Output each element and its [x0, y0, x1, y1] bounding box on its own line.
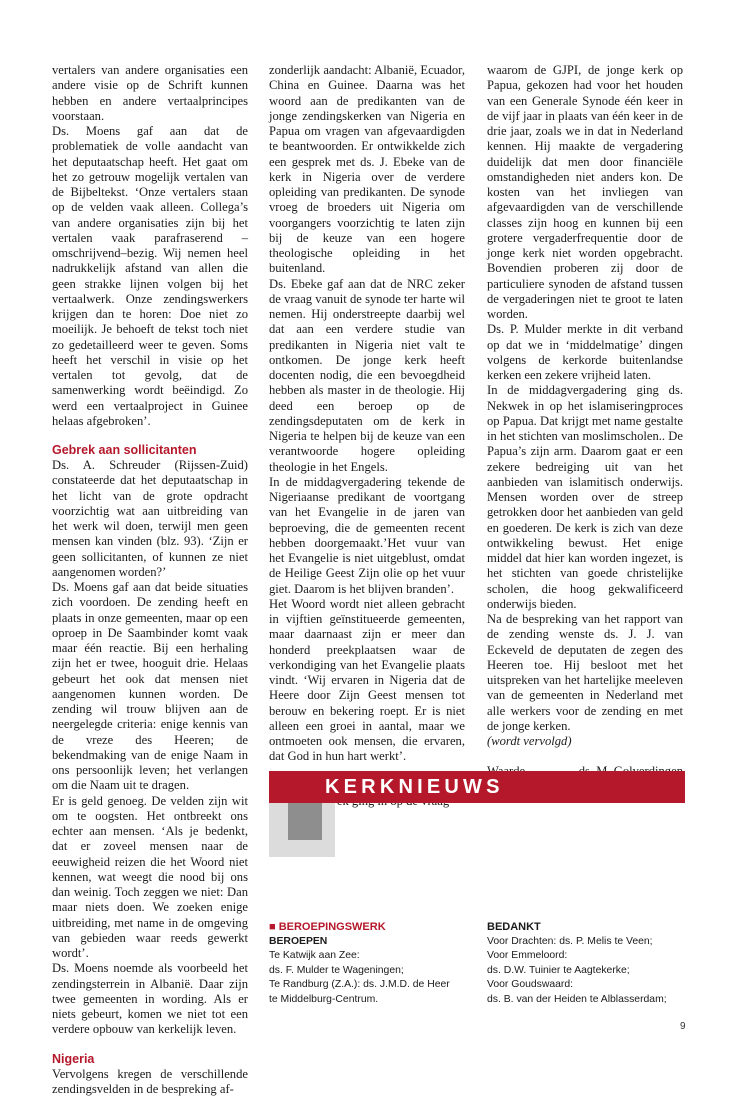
article-column-3: [487, 63, 683, 780]
page-number: 9: [680, 1021, 686, 1032]
beroepingswerk-heading: ■ BEROEPINGSWERK: [269, 920, 450, 935]
bedankt-block: [487, 920, 667, 1007]
paragraph: Ds. Moens noemde als voorbeeld het zendingsterrein in Albanië. Daar zijn twee gemeenten in wording. Als er niets gebeurt, komen we niet tot een verdere opbouw van kerkelijk leven.: [52, 961, 248, 1037]
bedankt-heading: BEDANKT: [487, 920, 667, 935]
news-line: ds. B. van der Heiden te Alblasserdam;: [487, 993, 667, 1008]
paragraph: In de middagvergadering tekende de Nigeriaanse predikant de voortgang van het Evangelie in de jaren van beproeving, die de gemeenten recent hebben doorgemaakt.’Het vuur van het Evangelie is niet uitgeblust, omdat de Heilige Geest Zijn olie op het vuur giet. Daarom is het blijven branden’.: [269, 475, 465, 597]
news-line: Te Randburg (Z.A.): ds. J.M.D. de Heer: [269, 978, 450, 993]
continuation-note: (wordt vervolgd): [487, 734, 683, 749]
section-heading-sollicitanten: Gebrek aan sollicitanten: [52, 443, 248, 458]
news-line: Te Katwijk aan Zee:: [269, 949, 450, 964]
paragraph: Ds. P. Mulder merkte in dit verband op dat we in ‘middelmatige’ dingen volgens de kerkorde buitenlandse kerken een zekere vrijheid laten.: [487, 322, 683, 383]
paragraph: Ds. Moens gaf aan dat de problematiek de volle aandacht van het deputaatschap heeft. Het gaat om het zo getrouw mogelijk vertalen van de Bijbeltekst. ‘Onze vertalers staan op de velden vaak alleen. Collega’s van andere organisaties zijn bij het vertalen vaak parafraserend –omschrijvend–bezig. Wij nemen heel nadrukkelijk afstand van allen die geen strakke lijnen volgen bij het vertaalwerk. Onze zendingswerkers krijgen dan te horen: Doe niet zo moeilijk. Je behoeft de tekst toch niet zo gedetailleerd weer te geven. Soms heeft het verschil in visie op het vertalen tot gevolg, dat de samenwerking wordt beëindigd. Zo werd een vertaalproject in Guinee helaas afgebroken’.: [52, 124, 248, 429]
paragraph: zonderlijk aandacht: Albanië, Ecuador, China en Guinee. Daarna was het woord aan de predikanten van de jonge zendingskerken van Nigeria en Papua om vragen van afgevaardigden te beantwoorden. Er ontwikkelde zich een gesprek met ds. J. Ebeke van de kerk in Nigeria over de verdere opleiding van predikanten. De synode vroeg de broeders uit Nigeria om voorgangers voorzichtig te laten zijn bij de keuze van een hogere theologische opleiding in het buitenland.: [269, 63, 465, 277]
section-heading-nigeria: Nigeria: [52, 1052, 248, 1067]
decorative-square-dark: [288, 803, 322, 840]
news-line: Voor Drachten: ds. P. Melis te Veen;: [487, 935, 667, 950]
paragraph: Vervolgens kregen de verschillende zendingsvelden in de bespreking af-: [52, 1067, 248, 1097]
paragraph: Ds. A. Schreuder (Rijssen-Zuid) constateerde dat het deputaatschap in het licht van de grote opdracht voorzichtig wat aan uitbreiding van het werk wil doen, terwijl men geen mensen kan vinden (blz. 93). ‘Zijn er geen sollicitanten, of kunnen ze niet aangenomen worden?’: [52, 458, 248, 580]
paragraph: waarom de GJPI, de jonge kerk op Papua, gekozen had voor het houden van een Generale Synode één keer in de vijf jaar in plaats van één keer in de drie jaar, zoals we in dat in Nederland kennen. Hij maakte de vergadering duidelijk dat men door financiële omstandigheden niet anders kon. De kosten van het invliegen van afgevaardigden van de verschillende classes zijn hoog en kunnen bij een grotere vergaderfrequentie door de jonge kerk niet worden opgebracht. Bovendien proberen zij door de particuliere synoden de afstand tussen de vergaderingen niet te groot te laten worden.: [487, 63, 683, 322]
paragraph: Er is geld genoeg. De velden zijn wit om te oogsten. Het ontbreekt ons echter aan mensen. ‘Als je bedenkt, dat er zoveel mensen naar de eeuwigheid reizen die het Woord niet kennen, wat weegt die nood bij ons dan weinig. Toch zeggen we niet: Dan maar niets doen. We zoeken enige uitbreiding, met name in de omgeving van gebieden waar reeds gewerkt wordt’.: [52, 794, 248, 962]
kerknieuws-title: KERKNIEUWS: [325, 774, 504, 800]
article-column-1: [52, 63, 248, 1097]
beroepingswerk-block: [269, 920, 450, 1007]
paragraph: Ds. Ebeke gaf aan dat de NRC zeker de vraag vanuit de synode ter harte wil nemen. Hij onderstreepte daarbij wel dat aan een verdere studie van predikanten in Nigeria niet valt te ontkomen. De jonge kerk heeft docenten nodig, die een bevoegdheid hebben als master in de theologie. Hij deed een beroep op de zendingsdeputaten om de kerk in Nigeria te helpen bij de keuze van een verantwoorde hogere opleiding theologie in het Engels.: [269, 277, 465, 475]
paragraph: Het Woord wordt niet alleen gebracht in vijftien geïnstitueerde gemeenten, maar daarnaast zijn er meer dan honderd preekplaatsen waar de verkondiging van het Evangelie plaats vindt. ‘Wij ervaren in Nigeria dat de Heere door Zijn Geest mensen tot berouw en bekering roept. Er is niet alleen een groei in aantal, maar we ontmoeten ook mensen, die ervaren, dat God in hun hart werkt’.: [269, 597, 465, 765]
article-column-2: [269, 63, 465, 809]
paragraph: Na de bespreking van het rapport van de zending wenste ds. J. J. van Eckeveld de deputaten de zegen des Heeren toe. Hij besloot met het uitspreken van het hartelijke meeleven van de gemeenten in Nederland met alle werkers voor de zending en met de jonge kerken.: [487, 612, 683, 734]
news-line: ds. D.W. Tuinier te Aagtekerke;: [487, 964, 667, 979]
news-line: Voor Goudswaard:: [487, 978, 667, 993]
news-line: Voor Emmeloord:: [487, 949, 667, 964]
paragraph: In de middagvergadering ging ds. Nekwek in op het islamiseringproces op Papua. Dat krijgt met name gestalte in het stichten van moslimscholen.. De Papua’s zijn arm. Daarom gaat er een zekere bedreiging uit van het aanbieden van islamitisch onderwijs. Mensen worden over de streep getrokken door het aanbieden van geld en goederen. De kerk is zich van deze ontwikkeling bewust. Het enige middel dat hier kan worden ingezet, is het stichten van goede christelijke scholen, die hoog gekwalificeerd onderwijs bieden.: [487, 383, 683, 612]
paragraph: vertalers van andere organisaties een andere visie op de Schrift kunnen hebben en andere vertaalprincipes voorstaan.: [52, 63, 248, 124]
news-line: te Middelburg-Centrum.: [269, 993, 450, 1008]
beroepen-subheading: BEROEPEN: [269, 935, 450, 950]
paragraph: Ds. Moens gaf aan dat beide situaties zich voordoen. De zending heeft en plaats in onze gemeenten, maar op een oproep in De Saambinder komt vaak maar één reactie. Bij een herhaling zijn het er twee, hooguit drie. Helaas gebeurt het ook dat mensen niet aangenomen kunnen worden. De zending wil trouw blijven aan de neergelegde criteria: enige kennis van de vreze des Heeren; de bekendmaking van de enige Naam in ons persoonlijk leven; het verlangen om die Naam uit te dragen.: [52, 580, 248, 794]
news-line: ds. F. Mulder te Wageningen;: [269, 964, 450, 979]
